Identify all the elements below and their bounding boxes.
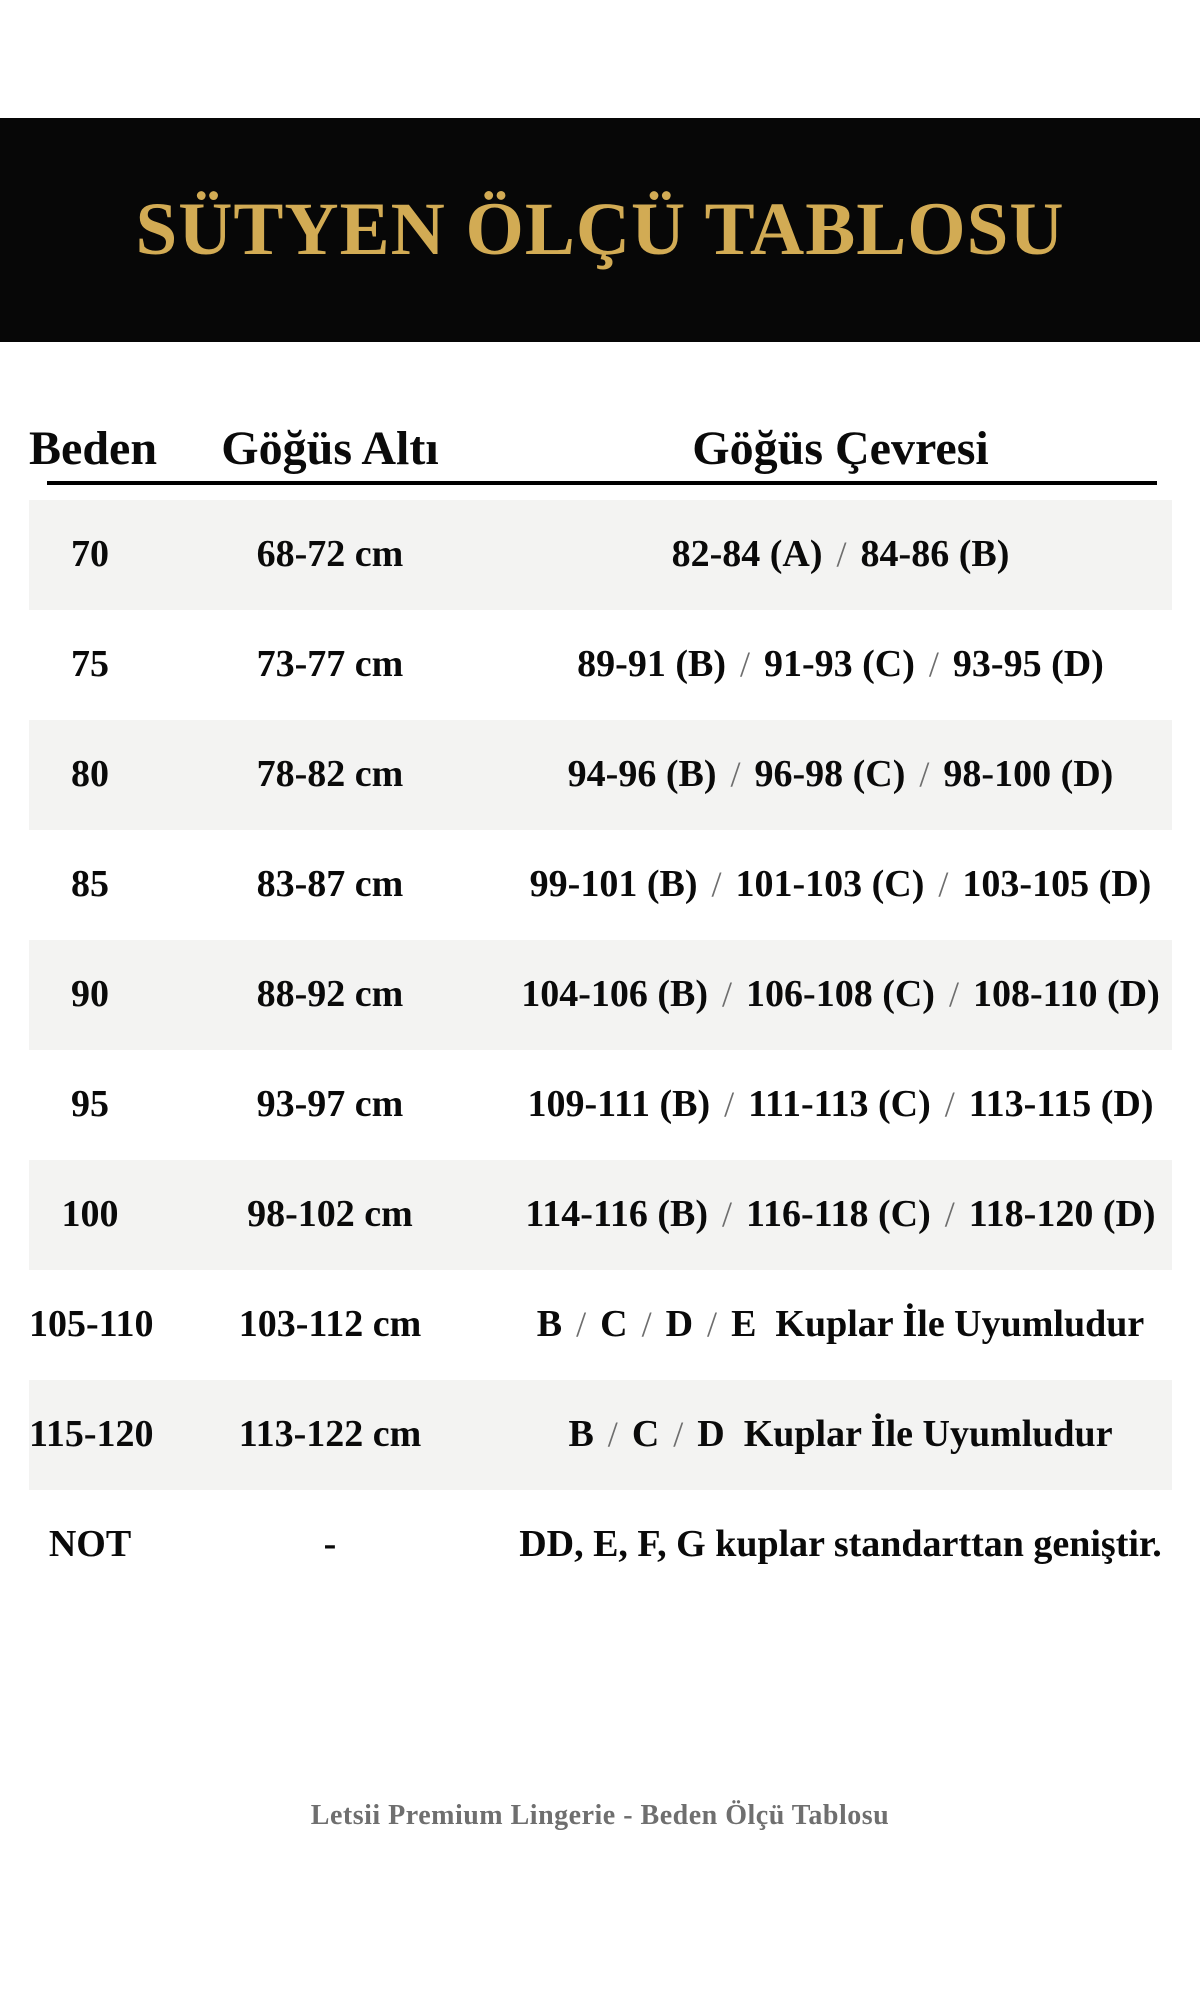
table-body bbox=[29, 500, 1172, 1600]
cup-text: 103-105 (D) bbox=[962, 863, 1152, 906]
slash-separator: / bbox=[948, 974, 959, 1015]
header-divider bbox=[47, 481, 1157, 485]
cup-text: 104-106 (B) bbox=[521, 973, 709, 1016]
table-row bbox=[29, 1050, 1172, 1160]
underbust-cell: 113-122 cm bbox=[238, 1413, 422, 1456]
cup-text: 93-95 (D) bbox=[952, 643, 1104, 686]
cup-range-cell bbox=[509, 864, 1172, 906]
cup-text: 96-98 (C) bbox=[754, 753, 906, 796]
slash-separator: / bbox=[938, 864, 949, 905]
table-row bbox=[29, 1270, 1172, 1380]
slash-separator: / bbox=[944, 1194, 955, 1235]
cup-range-cell bbox=[509, 1524, 1172, 1566]
cup-range-cell bbox=[509, 1304, 1172, 1346]
slash-separator: / bbox=[722, 1194, 733, 1235]
underbust-cell: - bbox=[323, 1523, 337, 1566]
size-cell: 115-120 bbox=[29, 1413, 154, 1456]
size-cell: 70 bbox=[71, 533, 109, 576]
table-row bbox=[29, 1490, 1172, 1600]
size-cell: 80 bbox=[71, 753, 109, 796]
slash-separator: / bbox=[919, 754, 930, 795]
cup-text: C bbox=[600, 1303, 628, 1346]
slash-separator: / bbox=[722, 974, 733, 1015]
cup-text: 84-86 (B) bbox=[860, 533, 1010, 576]
slash-separator: / bbox=[730, 754, 741, 795]
title-banner bbox=[0, 118, 1200, 342]
table-row bbox=[29, 830, 1172, 940]
cup-text: 113-115 (D) bbox=[968, 1083, 1154, 1126]
cup-text: 94-96 (B) bbox=[567, 753, 717, 796]
table-row bbox=[29, 940, 1172, 1050]
slash-separator: / bbox=[707, 1304, 718, 1345]
slash-separator: / bbox=[607, 1414, 618, 1455]
slash-separator: / bbox=[928, 644, 939, 685]
size-cell: 90 bbox=[71, 973, 109, 1016]
cup-text: 116-118 (C) bbox=[746, 1193, 931, 1236]
size-cell: 75 bbox=[71, 643, 109, 686]
cup-range-cell bbox=[509, 754, 1172, 796]
underbust-cell: 103-112 cm bbox=[238, 1303, 422, 1346]
cup-text: 98-100 (D) bbox=[943, 753, 1114, 796]
cup-range-cell bbox=[509, 534, 1172, 576]
cup-text: 89-91 (B) bbox=[577, 643, 726, 686]
cup-text: E Kuplar İle Uyumludur bbox=[731, 1303, 1145, 1346]
cup-text: 106-108 (C) bbox=[746, 973, 935, 1016]
table-row bbox=[29, 1380, 1172, 1490]
underbust-cell: 93-97 cm bbox=[256, 1083, 404, 1126]
underbust-cell: 83-87 cm bbox=[256, 863, 404, 906]
slash-separator: / bbox=[673, 1414, 684, 1455]
table-row bbox=[29, 610, 1172, 720]
table-row bbox=[29, 1160, 1172, 1270]
slash-separator: / bbox=[836, 534, 847, 575]
column-header-gogus-alti: Göğüs Altı bbox=[221, 422, 439, 475]
slash-separator: / bbox=[724, 1084, 735, 1125]
cup-text: 99-101 (B) bbox=[529, 863, 698, 906]
cup-text: D Kuplar İle Uyumludur bbox=[697, 1413, 1113, 1456]
footer-caption: Letsii Premium Lingerie - Beden Ölçü Tablosu bbox=[310, 1800, 890, 1831]
table-row bbox=[29, 720, 1172, 830]
size-table bbox=[29, 421, 1172, 1600]
underbust-cell: 98-102 cm bbox=[247, 1193, 413, 1236]
slash-separator: / bbox=[739, 644, 750, 685]
cup-text: 111-113 (C) bbox=[748, 1083, 931, 1126]
cup-text: B bbox=[536, 1303, 563, 1346]
cup-text: 118-120 (D) bbox=[968, 1193, 1156, 1236]
table-header-row bbox=[29, 421, 1172, 473]
cup-text: D bbox=[665, 1303, 694, 1346]
column-header-gogus-cevresi: Göğüs Çevresi bbox=[692, 422, 989, 475]
cup-text: C bbox=[631, 1413, 660, 1456]
size-cell: 100 bbox=[61, 1193, 119, 1236]
cup-text: B bbox=[568, 1413, 594, 1456]
page-title: SÜTYEN ÖLÇÜ TABLOSU bbox=[135, 188, 1065, 271]
underbust-cell: 68-72 cm bbox=[256, 533, 404, 576]
cup-range-cell bbox=[509, 1084, 1172, 1126]
cup-text: 114-116 (B) bbox=[525, 1193, 709, 1236]
cup-range-cell bbox=[509, 1194, 1172, 1236]
cup-range-cell bbox=[509, 1414, 1172, 1456]
size-cell: 95 bbox=[71, 1083, 109, 1126]
table-row bbox=[29, 500, 1172, 610]
size-cell: 85 bbox=[71, 863, 109, 906]
cup-text: 109-111 (B) bbox=[527, 1083, 711, 1126]
cup-text: 101-103 (C) bbox=[735, 863, 925, 906]
size-cell: 105-110 bbox=[29, 1303, 154, 1346]
slash-separator: / bbox=[576, 1304, 587, 1345]
cup-text: DD, E, F, G kuplar standarttan geniştir. bbox=[519, 1523, 1162, 1566]
cup-text: 82-84 (A) bbox=[671, 533, 823, 576]
slash-separator: / bbox=[711, 864, 722, 905]
size-cell: NOT bbox=[48, 1523, 132, 1566]
underbust-cell: 88-92 cm bbox=[256, 973, 404, 1016]
cup-text: 108-110 (D) bbox=[972, 973, 1160, 1016]
cup-range-cell bbox=[509, 644, 1172, 686]
cup-text: 91-93 (C) bbox=[764, 643, 915, 686]
underbust-cell: 78-82 cm bbox=[256, 753, 404, 796]
cup-range-cell bbox=[509, 974, 1172, 1016]
column-header-beden: Beden bbox=[29, 422, 158, 475]
underbust-cell: 73-77 cm bbox=[256, 643, 404, 686]
slash-separator: / bbox=[641, 1304, 652, 1345]
slash-separator: / bbox=[944, 1084, 955, 1125]
